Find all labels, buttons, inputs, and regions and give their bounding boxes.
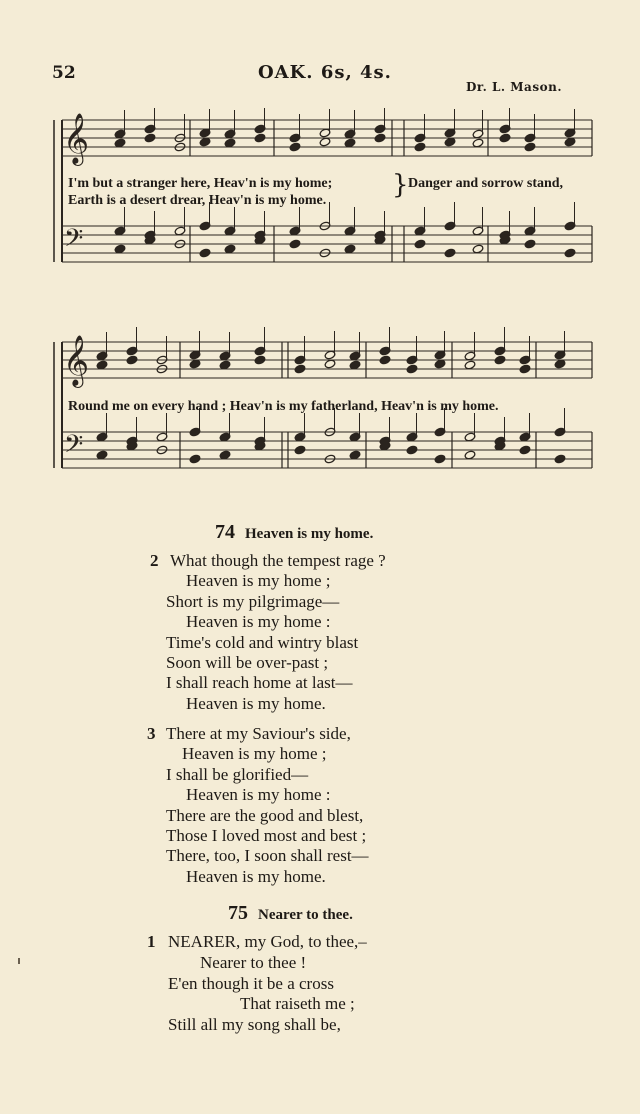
verse-line: Heaven is my home :	[186, 612, 331, 632]
svg-text:𝄞: 𝄞	[63, 335, 90, 386]
print-mark	[18, 958, 20, 964]
verse-line: Heaven is my home.	[186, 693, 326, 713]
verse-line: E'en though it be a cross	[168, 973, 334, 993]
svg-text:𝄞: 𝄞	[63, 113, 90, 164]
verse-line: Soon will be over-past ;	[166, 653, 329, 672]
verse-line: There are the good and blest,	[166, 805, 364, 825]
verse-line: Time's cold and wintry blast	[166, 632, 359, 652]
verse-number: 1	[147, 932, 156, 951]
verse-line: Still all my song shall be,	[168, 1015, 341, 1035]
verse-line: Nearer to thee !	[200, 952, 307, 972]
verse-line: What though the tempest rage ?	[170, 551, 386, 570]
verse-line: There, too, I soon shall rest—	[166, 846, 369, 866]
verse-number: 2	[150, 551, 159, 570]
verse-number: 3	[147, 724, 156, 743]
verse-line: I shall be glorified—	[166, 764, 309, 784]
verse-line: There at my Saviour's side,	[166, 724, 351, 743]
hymn-number: 74	[215, 521, 235, 543]
verse-line: Heaven is my home ;	[182, 744, 327, 764]
verse-line: That raiseth me ;	[240, 994, 355, 1014]
lyric-line-2: Earth is a desert drear, Heav'n is my home.	[68, 193, 327, 208]
verse-line: Short is my pilgrimage—	[166, 591, 340, 611]
tune-title: OAK. 6s, 4s.	[258, 62, 392, 83]
hymn-title: Nearer to thee.	[258, 907, 353, 923]
lyric-line-right: Danger and sorrow stand,	[408, 176, 564, 191]
verse-line: Heaven is my home.	[186, 866, 326, 886]
verse-line: Heaven is my home ;	[186, 571, 331, 591]
svg-text:𝄢: 𝄢	[64, 430, 84, 465]
hymn-title: Heaven is my home.	[245, 526, 374, 542]
lyric-brace: }	[392, 170, 409, 200]
composer: Dr. L. Mason.	[466, 80, 562, 94]
lyric-line-3: Round me on every hand ; Heav'n is my fatherland, Heav'n is my home.	[68, 399, 499, 414]
hymn-number: 75	[228, 902, 248, 924]
verse-line: NEARER, my God, to thee,–	[168, 932, 367, 951]
verse-line: I shall reach home at last—	[166, 673, 353, 693]
hymn-75-heading	[228, 902, 353, 925]
lyric-line-1: I'm but a stranger here, Heav'n is my home;	[68, 176, 333, 191]
hymn-74-heading	[215, 521, 373, 544]
svg-text:𝄢: 𝄢	[64, 224, 84, 259]
verse-line: Heaven is my home :	[186, 785, 331, 805]
verse-line: Those I loved most and best ;	[166, 826, 367, 845]
page-number: 52	[52, 63, 76, 83]
